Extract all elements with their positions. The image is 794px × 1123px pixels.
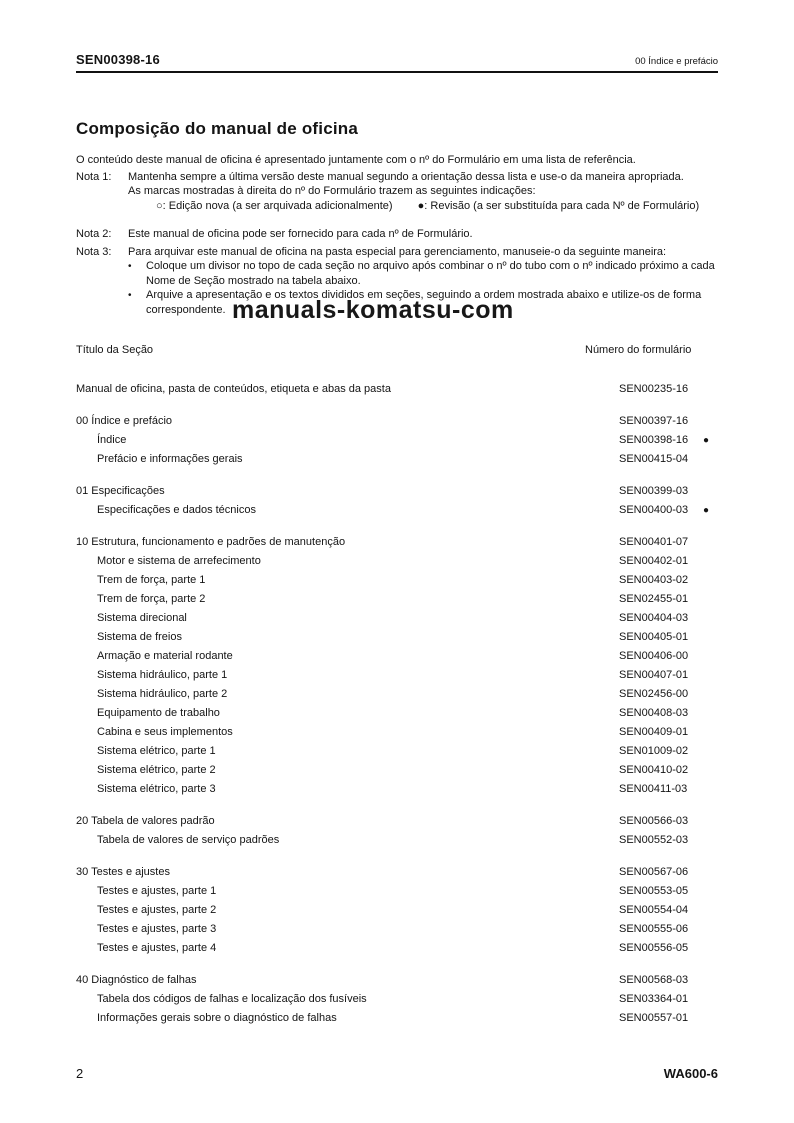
- row-section-title: Sistema direcional: [97, 612, 187, 624]
- row-form-number: SEN00400-03: [619, 504, 689, 516]
- table-row: [76, 1009, 718, 1028]
- note-1-text: Mantenha sempre a última versão deste manual segundo a orientação dessa lista e use-o da maneira apropriada.: [128, 170, 684, 183]
- row-section-title: Tabela dos códigos de falhas e localização dos fusíveis: [97, 993, 367, 1005]
- watermark: manuals-komatsu-com: [232, 296, 514, 324]
- table-row: [76, 666, 718, 685]
- row-form-number: SEN00402-01: [619, 555, 689, 567]
- legend-revision: ●: Revisão (a ser substituída para cada Nº de Formulário): [417, 199, 700, 212]
- row-form-number: SEN00397-16: [619, 415, 689, 427]
- page-number: 2: [76, 1066, 84, 1081]
- note-2-text: Este manual de oficina pode ser fornecido para cada nº de Formulário.: [128, 228, 473, 240]
- note-1: [76, 170, 718, 214]
- note-2-body: [128, 227, 718, 242]
- column-header-section-title: Título da Seção: [76, 344, 154, 356]
- row-form-number: SEN01009-02: [619, 745, 689, 757]
- table-row: [76, 609, 718, 628]
- note-3-bullet-1: [128, 259, 718, 288]
- table-row: [76, 831, 718, 850]
- note-1-body: [128, 170, 718, 214]
- table-group: [76, 533, 718, 799]
- row-form-number: SEN00403-02: [619, 574, 689, 586]
- row-section-title: Especificações e dados técnicos: [97, 504, 256, 516]
- revision-marker-icon: ●: [703, 435, 710, 446]
- row-section-title: Sistema hidráulico, parte 2: [97, 688, 228, 700]
- row-form-number: SEN00405-01: [619, 631, 689, 643]
- table-row: [76, 533, 718, 552]
- row-section-title: Sistema de freios: [97, 631, 182, 643]
- row-form-number: SEN00410-02: [619, 764, 689, 776]
- note-2-label: Nota 2:: [76, 228, 112, 240]
- row-section-title: Trem de força, parte 1: [97, 574, 206, 586]
- row-section-title: Testes e ajustes, parte 2: [97, 904, 217, 916]
- table-row: [76, 590, 718, 609]
- row-section-title: Sistema elétrico, parte 2: [97, 764, 216, 776]
- note-1-label: Nota 1:: [76, 170, 112, 183]
- row-form-number: SEN00235-16: [619, 383, 689, 395]
- row-section-title: Motor e sistema de arrefecimento: [97, 555, 261, 567]
- row-section-title: Testes e ajustes, parte 4: [97, 942, 217, 954]
- note-1-text2: As marcas mostradas à direita do nº do Formulário trazem as seguintes indicações:: [128, 185, 536, 197]
- row-form-number: SEN00553-05: [619, 885, 689, 897]
- table-row: [76, 571, 718, 590]
- model-code: WA600-6: [663, 1066, 718, 1081]
- row-form-number: SEN00406-00: [619, 650, 689, 662]
- table-row: [76, 628, 718, 647]
- row-form-number: SEN02455-01: [619, 593, 689, 605]
- page-title: Composição do manual de oficina: [76, 119, 359, 138]
- row-form-number: SEN00411-03: [619, 783, 688, 795]
- row-section-title: 01 Especificações: [76, 485, 165, 497]
- table-group: [76, 380, 718, 399]
- table-group: [76, 863, 718, 958]
- table-row: [76, 482, 718, 501]
- page-footer: [76, 1066, 718, 1081]
- row-section-title: 40 Diagnóstico de falhas: [76, 974, 197, 986]
- table-group: [76, 971, 718, 1028]
- row-section-title: Prefácio e informações gerais: [97, 453, 243, 465]
- bullet-icon: •: [128, 290, 132, 301]
- row-form-number: SEN00408-03: [619, 707, 689, 719]
- table-row: [76, 450, 718, 469]
- table-row: [76, 812, 718, 831]
- row-section-title: Sistema elétrico, parte 3: [97, 783, 216, 795]
- page-header: [76, 52, 718, 67]
- revision-marker-icon: ●: [703, 505, 710, 516]
- table-row: [76, 742, 718, 761]
- row-form-number: SEN00554-04: [619, 904, 689, 916]
- row-section-title: Sistema elétrico, parte 1: [97, 745, 216, 757]
- table-row: [76, 780, 718, 799]
- row-section-title: Informações gerais sobre o diagnóstico de falhas: [97, 1012, 337, 1024]
- table-group: [76, 482, 718, 520]
- section-table: [76, 343, 718, 1028]
- row-form-number: SEN00566-03: [619, 815, 689, 827]
- table-row: [76, 704, 718, 723]
- row-form-number: SEN00409-01: [619, 726, 689, 738]
- table-row: [76, 990, 718, 1009]
- row-form-number: SEN00552-03: [619, 834, 689, 846]
- row-form-number: SEN00555-06: [619, 923, 689, 935]
- row-section-title: Sistema hidráulico, parte 1: [97, 669, 228, 681]
- row-form-number: SEN00401-07: [619, 536, 689, 548]
- table-row: [76, 723, 718, 742]
- table-group: [76, 412, 718, 469]
- column-header-form-number: Número do formulário: [585, 344, 692, 356]
- bullet-icon: •: [128, 261, 132, 272]
- row-section-title: Tabela de valores de serviço padrões: [97, 834, 280, 846]
- table-row: [76, 685, 718, 704]
- table-row: [76, 920, 718, 939]
- header-section-ref: 00 Índice e prefácio: [635, 56, 718, 67]
- table-row: [76, 380, 718, 399]
- row-section-title: 00 Índice e prefácio: [76, 415, 173, 427]
- row-section-title: Testes e ajustes, parte 1: [97, 885, 217, 897]
- intro-paragraph: O conteúdo deste manual de oficina é apresentado juntamente com o nº do Formulário em uma lista de referência.: [76, 154, 636, 166]
- table-row: [76, 882, 718, 901]
- table-row: [76, 863, 718, 882]
- legend-new-edition: ○: Edição nova (a ser arquivada adicionalmente): [156, 199, 393, 212]
- table-group: [76, 812, 718, 850]
- row-section-title: Testes e ajustes, parte 3: [97, 923, 217, 935]
- row-form-number: SEN00404-03: [619, 612, 689, 624]
- table-body: [76, 380, 718, 1028]
- row-form-number: SEN00415-04: [619, 453, 689, 465]
- row-form-number: SEN00568-03: [619, 974, 689, 986]
- row-form-number: SEN02456-00: [619, 688, 689, 700]
- row-section-title: Cabina e seus implementos: [97, 726, 233, 738]
- table-row: [76, 552, 718, 571]
- header-doc-code: SEN00398-16: [76, 52, 160, 67]
- note-3-bullet-2-text: Arquive a apresentação e os textos divididos em seções, seguindo a ordem mostrada abaixo e utilize-os de forma correspondente.: [146, 289, 702, 316]
- row-form-number: SEN03364-01: [619, 993, 689, 1005]
- row-section-title: 30 Testes e ajustes: [76, 866, 170, 878]
- row-form-number: SEN00398-16: [619, 434, 689, 446]
- header-rule: [76, 71, 718, 73]
- row-section-title: Trem de força, parte 2: [97, 593, 206, 605]
- row-section-title: Armação e material rodante: [97, 650, 233, 662]
- note-3-text: Para arquivar este manual de oficina na pasta especial para gerenciamento, manuseie-o da seguinte maneira:: [128, 245, 667, 258]
- row-form-number: SEN00399-03: [619, 485, 689, 497]
- marker-legend: [156, 199, 718, 214]
- note-3-bullet-1-text: Coloque um divisor no topo de cada seção no arquivo após combinar o nº do tubo com o nº indicado próximo a cada Nome de Seção mostrado na tabela abaixo.: [146, 260, 715, 287]
- table-header-row: [76, 343, 718, 357]
- row-form-number: SEN00407-01: [619, 669, 689, 681]
- row-form-number: SEN00556-05: [619, 942, 689, 954]
- row-section-title: Índice: [97, 434, 127, 446]
- table-row: [76, 939, 718, 958]
- row-section-title: Manual de oficina, pasta de conteúdos, etiqueta e abas da pasta: [76, 383, 391, 395]
- note-3-label: Nota 3:: [76, 245, 112, 258]
- table-row: [76, 761, 718, 780]
- table-row: [76, 431, 718, 450]
- table-row: [76, 971, 718, 990]
- note-2: [76, 227, 718, 242]
- table-row: [76, 412, 718, 431]
- row-form-number: SEN00557-01: [619, 1012, 689, 1024]
- row-form-number: SEN00567-06: [619, 866, 689, 878]
- row-section-title: 10 Estrutura, funcionamento e padrões de manutenção: [76, 536, 346, 548]
- row-section-title: 20 Tabela de valores padrão: [76, 815, 215, 827]
- row-section-title: Equipamento de trabalho: [97, 707, 220, 719]
- table-row: [76, 501, 718, 520]
- table-row: [76, 647, 718, 666]
- table-row: [76, 901, 718, 920]
